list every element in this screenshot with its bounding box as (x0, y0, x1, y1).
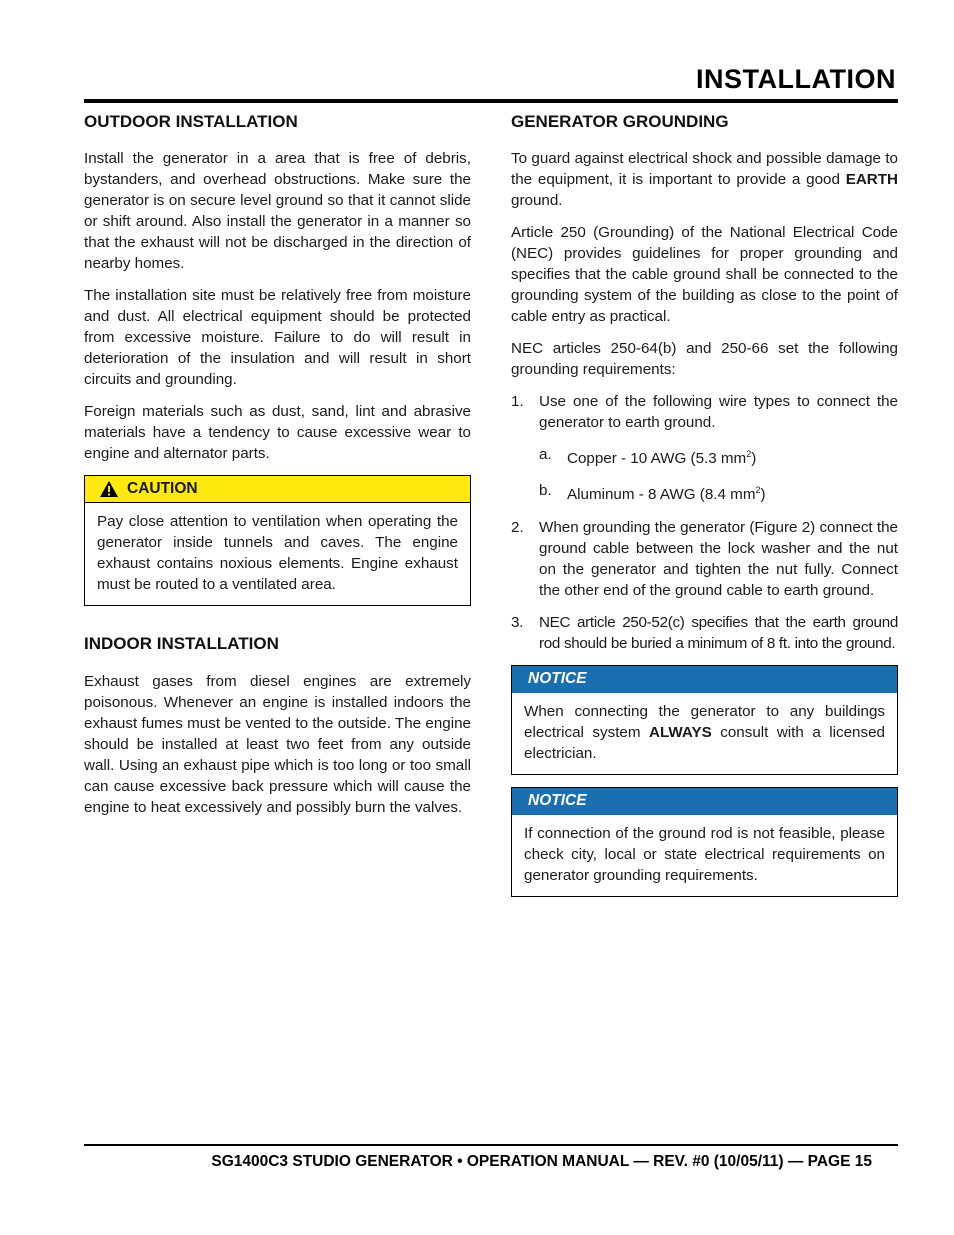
outdoor-paragraph-3: Foreign materials such as dust, sand, lint and abrasive materials have a tendency to cause excessive wear to engine and alternator parts. (84, 403, 471, 463)
grounding-paragraph-1 (511, 148, 898, 211)
caution-body (85, 503, 470, 605)
notice-text-start: When connecting the generator to any buildings electrical system (524, 702, 885, 741)
warning-triangle-icon (99, 480, 119, 498)
list-item (511, 391, 898, 505)
notice-label: NOTICE (528, 670, 587, 688)
caution-header (85, 476, 470, 503)
left-column (84, 112, 471, 829)
notice-text-end: consult with a licensed electrician. (524, 723, 885, 762)
bottom-divider (84, 1144, 898, 1146)
outdoor-installation-heading: OUTDOOR INSTALLATION (84, 112, 298, 131)
step-text: When grounding the generator (Figure 2) connect the ground cable between the lock washer and the nut on the generator and tighten the nut fully. Connect the other end of the ground cable to earth ground. (539, 518, 898, 599)
outdoor-paragraph-2: The installation site must be relatively free from moisture and dust. All electrical equipment should be protected from excessive moisture. Failure to do will result in deterioration of the insulation and will result in short circuits and grounding. (84, 287, 471, 389)
notice-text (524, 701, 885, 764)
indoor-paragraph-1: Exhaust gases from diesel engines are extremely poisonous. Whenever an engine is installed indoors the exhaust fumes must be vented to the outside. The engine should be installed at least two feet from any outside wall. Using an exhaust pipe which is too long or too small can cause excessive back pressure which will cause the engine to heat excessively and possibly burn the valves. (84, 672, 471, 816)
superscript: 2 (755, 485, 761, 496)
sub-text: Aluminum - 8 AWG (8.4 mm (567, 486, 756, 504)
earth-emphasis: EARTH (845, 171, 898, 189)
list-item (511, 612, 898, 654)
step-text: NEC article 250-52(c) specifies that the earth ground rod should be buried a minimum of 8 ft. into the ground. (539, 613, 898, 652)
always-emphasis: ALWAYS (649, 723, 712, 741)
step-number: 3. (511, 613, 524, 631)
grounding-paragraph-3: NEC articles 250-64(b) and 250-66 set the following grounding requirements: (511, 340, 898, 379)
step-text: Use one of the following wire types to connect the generator to earth ground. (539, 393, 898, 432)
sub-letter: a. (539, 446, 552, 464)
step-number: 2. (511, 518, 524, 536)
caution-box (84, 475, 471, 606)
grounding-paragraph-2: Article 250 (Grounding) of the National Electrical Code (NEC) provides guidelines for proper grounding and specifies that the cable ground shall be connected to the grounding system of the building as close to the point of cable entry as practical. (511, 224, 898, 326)
page-title: INSTALLATION (696, 64, 896, 94)
sub-close: ) (760, 486, 766, 504)
list-item (539, 480, 898, 505)
right-column (511, 112, 898, 909)
generator-grounding-heading: GENERATOR GROUNDING (511, 112, 729, 131)
sub-close: ) (751, 450, 757, 468)
caution-text: Pay close attention to ventilation when operating the generator inside tunnels and caves. The engine exhaust contains noxious elements. Engine exhaust must be routed to a ventilated area. (97, 513, 458, 594)
list-item (511, 517, 898, 601)
outdoor-paragraph-1: Install the generator in a area that is free of debris, bystanders, and overhead obstructions. Make sure the generator is on secure level ground so that it cannot slide or shift around. Also install the generator in a manner so that the exhaust will not be discharged in the direction of nearby homes. (84, 150, 471, 273)
sub-text: Copper - 10 AWG (5.3 mm (567, 450, 747, 468)
list-item (539, 444, 898, 469)
caution-label: CAUTION (127, 480, 198, 498)
notice-body (512, 693, 897, 774)
notice-body (512, 815, 897, 896)
notice-box-1 (511, 665, 898, 775)
notice-header (512, 666, 897, 693)
notice-label: NOTICE (528, 792, 587, 810)
indoor-installation-heading: INDOOR INSTALLATION (84, 634, 279, 654)
grounding-paragraph-1-end: ground. (511, 192, 563, 210)
sub-letter: b. (539, 482, 552, 500)
superscript: 2 (746, 449, 752, 460)
step-number: 1. (511, 393, 524, 411)
page-footer: SG1400C3 STUDIO GENERATOR • OPERATION MANUAL — REV. #0 (10/05/11) — PAGE 15 (211, 1153, 872, 1170)
top-divider (84, 99, 898, 103)
wire-types-sublist (539, 444, 898, 505)
notice-box-2 (511, 787, 898, 897)
notice-header (512, 788, 897, 815)
grounding-steps-list (511, 391, 898, 653)
notice-text: If connection of the ground rod is not feasible, please check city, local or state electrical requirements on generator grounding requirements. (524, 824, 885, 884)
grounding-paragraph-1-text: To guard against electrical shock and possible damage to the equipment, it is important to provide a good (511, 150, 898, 189)
